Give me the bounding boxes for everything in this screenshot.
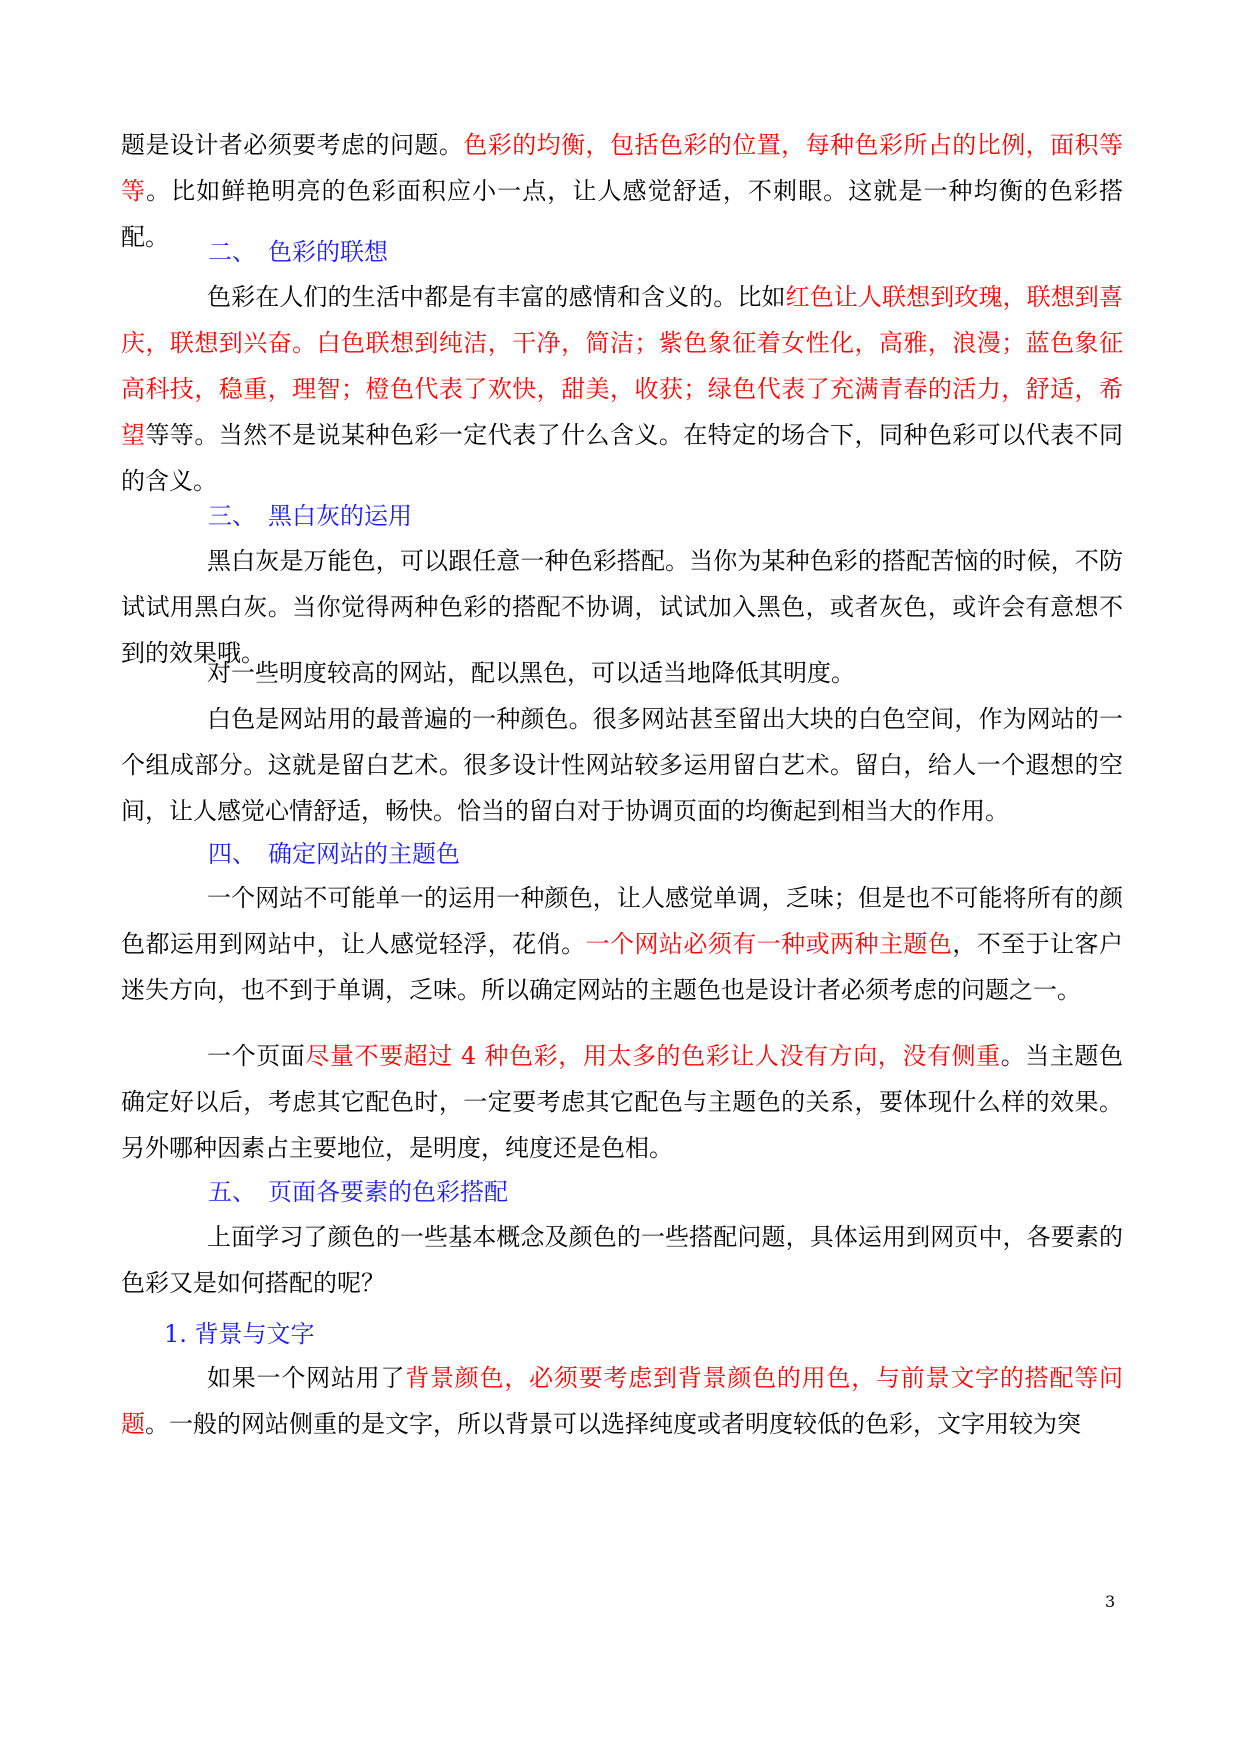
text-run: 。一般的网站侧重的是文字，所以背景可以选择纯度或者明度较低的色彩，文字用较为突: [145, 1410, 1081, 1438]
section-heading-5: [208, 1169, 508, 1215]
paragraph-text: 白色是网站用的最普遍的一种颜色。很多网站甚至留出大块的白色空间，作为网站的一个组成部分。这就是留白艺术。很多设计性网站较多运用留白艺术。留白，给人一个遐想的空间，让人感觉心情舒适，畅快。恰当的留白对于协调页面的均衡起到相当大的作用。: [121, 705, 1123, 825]
text-run: ，不至于让客户迷失方向，也不到于单调，乏味。所以确定网站的主题色也是设计者必须考虑的问题之一。: [121, 930, 1124, 1004]
section-number: 二、: [208, 238, 256, 266]
text-run: 如果一个网站用了: [207, 1364, 406, 1392]
subsection-heading-background-text: 1. 背景与文字: [164, 1320, 315, 1348]
section-number: 五、: [208, 1178, 256, 1206]
section-heading-4: [208, 831, 460, 877]
section-title: 色彩的联想: [268, 238, 388, 266]
paragraph-color-association: [121, 274, 1123, 504]
paragraph-element-colors: [121, 1214, 1123, 1306]
section-title: 页面各要素的色彩搭配: [268, 1178, 508, 1206]
text-run: 。当主题色确定好以后，考虑其它配色时，一定要考虑其它配色与主题色的关系，要体现什么样的效果。另外哪种因素占主要地位，是明度，纯度还是色相。: [121, 1042, 1124, 1162]
paragraph-background-text: [121, 1355, 1123, 1447]
paragraph-text: 黑白灰是万能色，可以跟任意一种色彩搭配。当你为某种色彩的搭配苦恼的时候，不防试试用黑白灰。当你觉得两种色彩的搭配不协调，试试加入黑色，或者灰色，或许会有意想不到的效果哦。: [121, 547, 1123, 667]
section-number: 三、: [208, 502, 256, 530]
paragraph-color-limit: [121, 1033, 1123, 1171]
page-number: 3: [1105, 1592, 1116, 1611]
highlight-run: 一个网站必须有一种或两种主题色: [585, 930, 953, 958]
paragraph-text: 上面学习了颜色的一些基本概念及颜色的一些搭配问题，具体运用到网页中，各要素的色彩又是如何搭配的呢？: [121, 1223, 1123, 1297]
text-run: 题是设计者必须要考虑的问题。: [121, 131, 464, 159]
paragraph-brightness: [121, 650, 1123, 696]
paragraph-white-space: [121, 696, 1123, 834]
paragraph-text: 对一些明度较高的网站，配以黑色，可以适当地降低其明度。: [207, 659, 855, 687]
section-number: 四、: [208, 840, 256, 868]
text-run: 等等。当然不是说某种色彩一定代表了什么含义。在特定的场合下，同种色彩可以代表不同的含义。: [121, 421, 1124, 495]
section-heading-2: [208, 229, 388, 275]
text-run: 一个页面: [207, 1042, 306, 1070]
highlight-run: 尽量不要超过 4 种色彩，用太多的色彩让人没有方向，没有侧重: [305, 1042, 1001, 1070]
section-title: 黑白灰的运用: [268, 502, 412, 530]
highlight-run: 色彩的均衡，包括色彩的位置，每种色彩所占的比例，面积等等: [121, 131, 1124, 205]
paragraph-theme-color: [121, 875, 1123, 1059]
section-heading-3: [208, 493, 412, 539]
text-run: 一个网站不可能单一的运用一种颜色，让人感觉单调，乏味；但是也不可能将所有的颜色都运用到网站中，让人感觉轻浮，花俏。: [121, 884, 1123, 958]
section-title: 确定网站的主题色: [268, 840, 460, 868]
highlight-run: 红色让人联想到玫瑰，联想到喜庆，联想到兴奋。白色联想到纯洁，干净，简洁；紫色象征着女性化，高雅，浪漫；蓝色象征高科技，稳重，理智；橙色代表了欢快，甜美，收获；绿色代表了充满青春的活力，舒适，希望: [121, 283, 1123, 449]
text-run: 。比如鲜艳明亮的色彩面积应小一点，让人感觉舒适，不刺眼。这就是一种均衡的色彩搭配。: [121, 177, 1123, 251]
text-run: 色彩在人们的生活中都是有丰富的感情和含义的。比如: [207, 283, 786, 311]
highlight-run: 背景颜色，必须要考虑到背景颜色的用色，与前景文字的搭配等问题: [121, 1364, 1124, 1438]
